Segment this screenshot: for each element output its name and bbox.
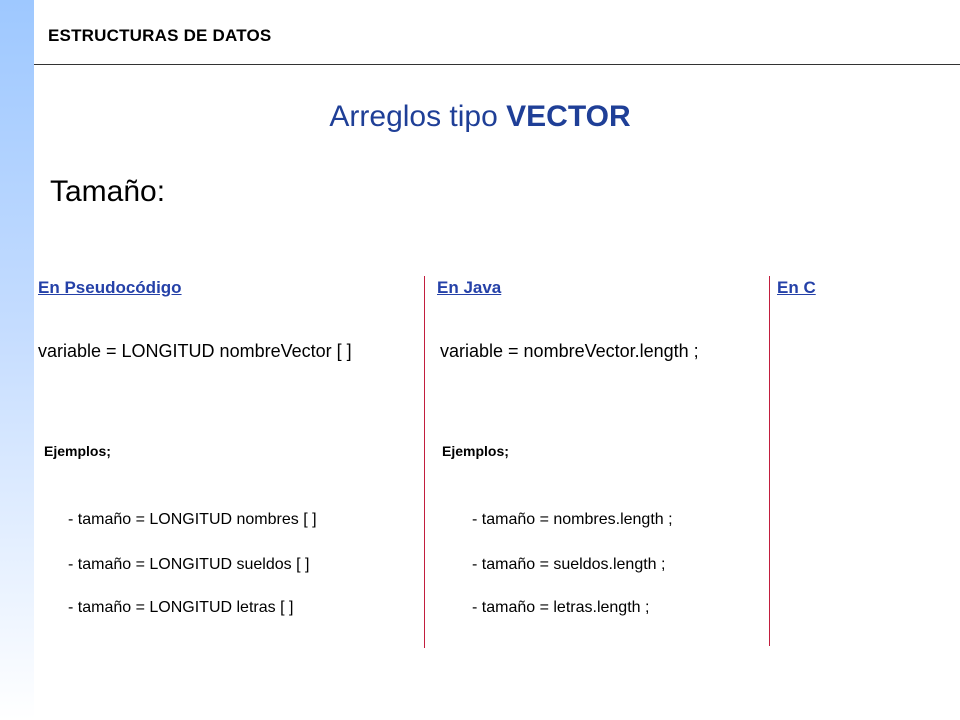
column-divider-2 bbox=[769, 276, 770, 646]
examples-label-java: Ejemplos; bbox=[442, 443, 509, 459]
header-title: ESTRUCTURAS DE DATOS bbox=[48, 26, 272, 45]
example-java-3: - tamaño = letras.length ; bbox=[472, 599, 650, 616]
syntax-pseudocode: variable = LONGITUD nombreVector [ ] bbox=[38, 341, 352, 361]
example-pseudocode-1: - tamaño = LONGITUD nombres [ ] bbox=[68, 511, 317, 528]
slide-title-prefix: Arreglos tipo bbox=[329, 100, 507, 133]
example-java-2: - tamaño = sueldos.length ; bbox=[472, 556, 666, 573]
slide-title bbox=[0, 100, 960, 134]
examples-label-pseudocode: Ejemplos; bbox=[44, 443, 111, 459]
column-divider-1 bbox=[424, 276, 425, 648]
syntax-java: variable = nombreVector.length ; bbox=[440, 341, 699, 361]
example-java-1: - tamaño = nombres.length ; bbox=[472, 511, 673, 528]
slide-title-emphasis: VECTOR bbox=[506, 100, 631, 133]
example-pseudocode-2: - tamaño = LONGITUD sueldos [ ] bbox=[68, 556, 310, 573]
section-subtitle: Tamaño: bbox=[50, 175, 166, 208]
header-divider bbox=[34, 64, 960, 65]
example-pseudocode-3: - tamaño = LONGITUD letras [ ] bbox=[68, 599, 294, 616]
heading-java[interactable]: En Java bbox=[437, 278, 502, 297]
heading-pseudocode[interactable]: En Pseudocódigo bbox=[38, 278, 182, 297]
heading-c[interactable]: En C bbox=[777, 278, 816, 297]
